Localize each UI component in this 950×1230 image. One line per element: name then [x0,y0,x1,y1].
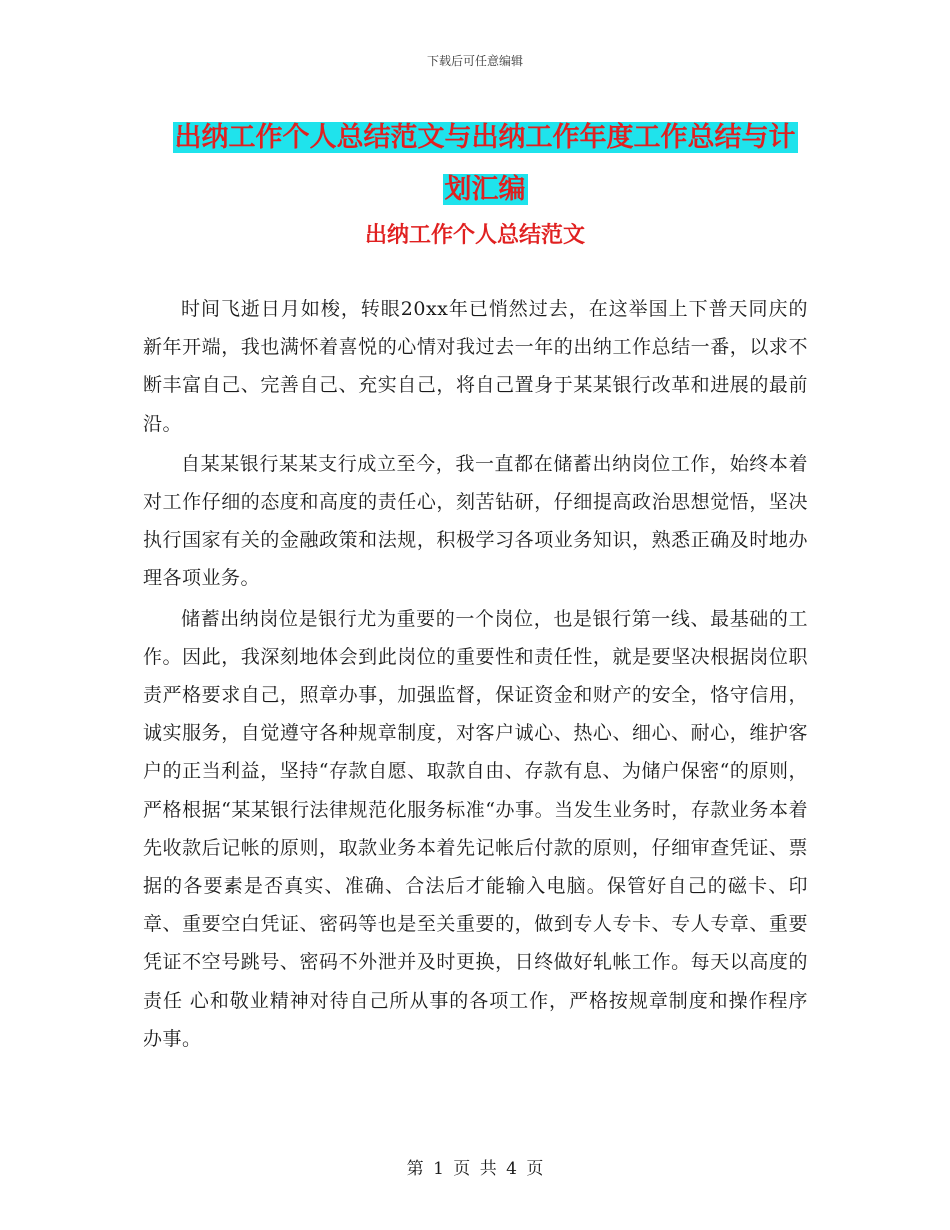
section-title: 出纳工作个人总结范文 [364,223,585,248]
document-title [160,112,810,216]
page-number: 第 1 页 共 4 页 [406,1159,544,1179]
document-title-line-2: 划汇编 [444,174,526,205]
document-title-line-1: 出纳工作个人总结范文与出纳工作年度工作总结与计 [174,122,796,153]
paragraph-2: 自某某银行某某支行成立至今，我一直都在储蓄出纳岗位工作，始终本着对工作仔细的态度和高度的责任心，刻苦钻研，仔细提高政治思想觉悟，坚决执行国家有关的金融政策和法规，积极学习各项业务知识，熟悉正确及时地办理各项业务。 [143,452,808,590]
body-text [143,290,808,1060]
paragraph-1: 时间飞逝日月如梭，转眼20xx年已悄然过去，在这举国上下普天同庆的新年开端，我也满怀着喜悦的心情对我过去一年的出纳工作总结一番，以求不断丰富自己、完善自己、充实自己，将自己置身于某某银行改革和进展的最前沿。 [143,298,808,435]
paragraph-3: 储蓄出纳岗位是银行尤为重要的一个岗位，也是银行第一线、最基础的工作。因此，我深刻地体会到此岗位的重要性和责任性，就是要坚决根据岗位职责严格要求自己，照章办事，加强监督，保证资金和财产的安全，恪守信用，诚实服务，自觉遵守各种规章制度，对客户诚心、热心、细心、耐心，维护客户的正当利益，坚持“存款自愿、取款自由、存款有息、为储户保密“的原则，严格根据“某某银行法律规范化服务标准“办事。当发生业务时，存款业务本着先收款后记帐的原则，取款业务本着先记帐后付款的原则，仔细审查凭证、票据的各要素是否真实、准确、合法后才能输入电脑。保管好自己的磁卡、印章、重要空白凭证、密码等也是至关重要的，做到专人专卡、专人专章、重要凭证不空号跳号、密码不外泄并及时更换，日终做好轧帐工作。每天以高度的责任 心和敬业精神对待自己所从事的各项工作，严格按规章制度和操作程序办事。 [143,607,808,1050]
header-note: 下载后可任意编辑 [426,54,523,68]
